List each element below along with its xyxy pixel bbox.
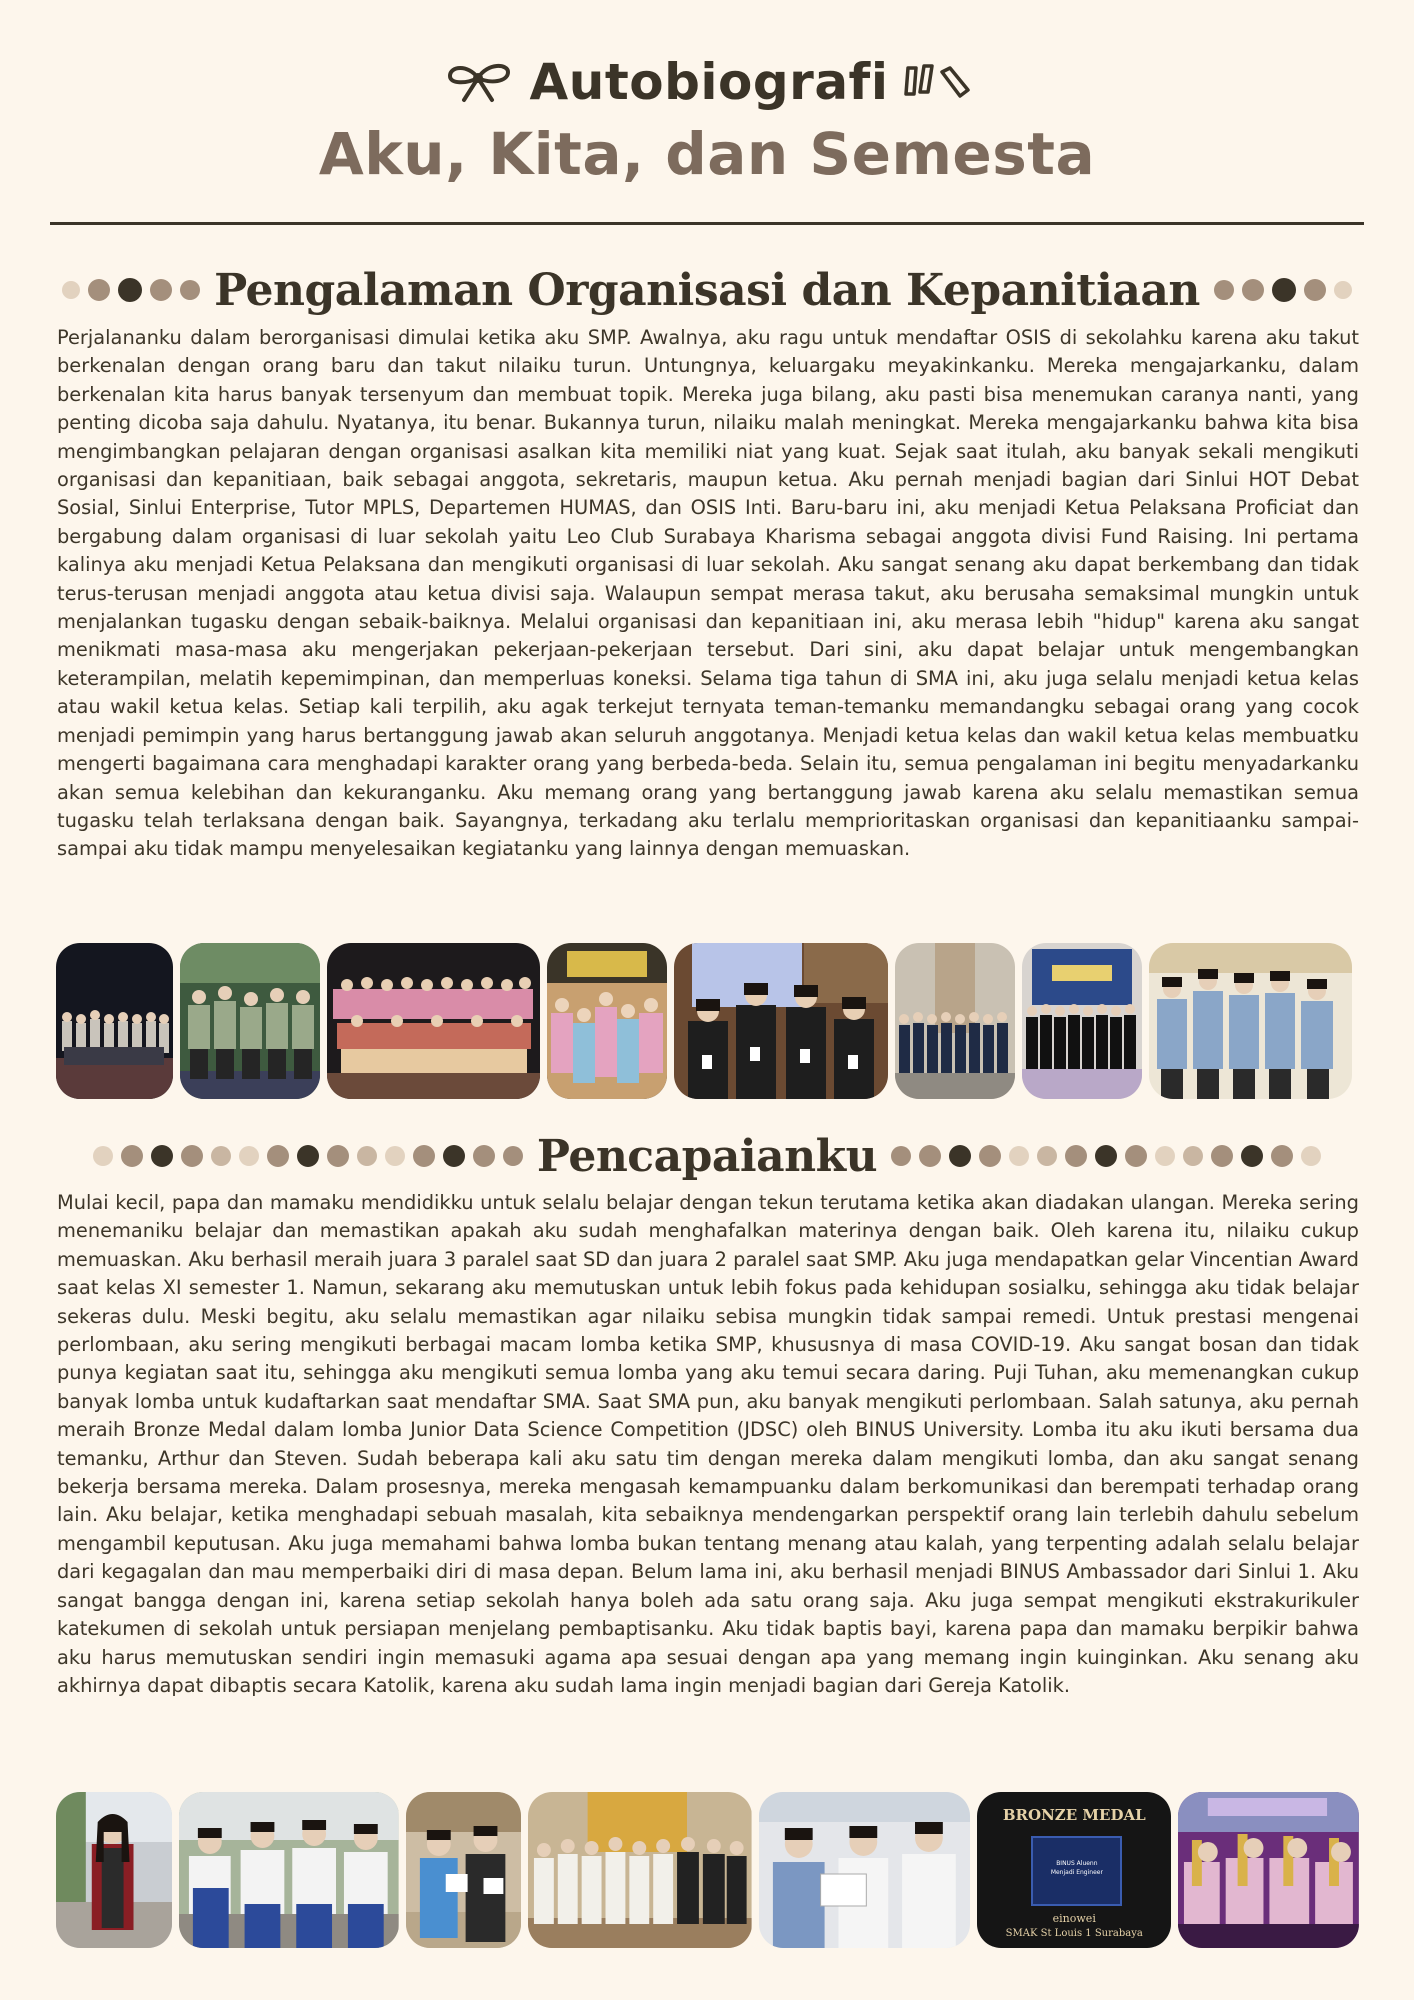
photo-green-shirts (180, 943, 320, 1099)
bronze-medal-card (977, 1792, 1171, 1948)
section-title: Pengalaman Organisasi dan Kepanitiaan (214, 264, 1200, 316)
page-title: Autobiografi (529, 53, 889, 111)
section-heading-organisasi (50, 260, 1364, 320)
winner-school: SMAK St Louis 1 Surabaya (1005, 1928, 1143, 1939)
section-heading-pencapaian (50, 1126, 1364, 1186)
certificate-line1: BINUS Aluenn (1056, 1860, 1098, 1867)
sparkle-lines-icon (902, 58, 972, 106)
section-body: Mulai kecil, papa dan mamaku mendidikku untuk selalu belajar dengan tekun terutama ketika akan diadakan ulangan. Mereka sering menemaniku belajar dan memastikan apakah aku sudah menghafalkan materinya dengan baik. Oleh karena itu, nilaiku cukup memuaskan. Aku berhasil meraih juara 3 paralel saat SD dan juara 2 paralel saat SMP. Aku juga mendapatkan gelar Vincentian Award saat kelas XI semester 1. Namun, sekarang aku memutuskan untuk lebih fokus pada kehidupan sosialku, sehingga aku tidak belajar sekeras dulu. Meski begitu, aku selalu memastikan agar nilaiku sebisa mungkin tidak sampai remedi. Untuk prestasi mengenai perlombaan, aku sering mengikuti berbagai macam lomba ketika SMP, khususnya di masa COVID-19. Aku sangat bosan dan tidak punya kegiatan saat itu, sehingga aku mengikuti semua lomba yang aku temui secara daring. Puji Tuhan, aku memenangkan cukup banyak lomba untuk kudaftarkan saat mendaftar SMA. Saat SMA pun, aku banyak mengikuti perlombaan. Salah satunya, aku pernah meraih Bronze Medal dalam lomba Junior Data Science Competition (JDSC) oleh BINUS University. Lomba itu aku ikuti bersama dua temanku, Arthur dan Steven. Sudah beberapa kali aku satu tim dengan mereka dalam mengikuti lomba, dan aku sangat senang bekerja bersama mereka. Dalam prosesnya, mereka mengasah kemampuanku dalam berkomunikasi dan berempati terhadap orang lain. Aku belajar, ketika menghadapi sebuah masalah, kita sebaiknya mendengarkan perspektif orang lain terlebih dahulu sebelum mengambil keputusan. Aku juga memahami bahwa lomba bukan tentang menang atau kalah, yang terpenting adalah selalu belajar dari kegagalan dan mau memperbaiki diri di masa depan. Belum lama ini, aku berhasil menjadi BINUS Ambassador dari Sinlui 1. Aku sangat bangga dengan ini, karena setiap sekolah hanya boleh ada satu orang saja. Aku juga sempat mengikuti ekstrakurikuler katekumen di sekolah untuk persiapan menjelang pembaptisanku. Aku tidak baptis bayi, karena papa dan mamaku berpikir bahwa aku harus memutuskan sendiri ingin memasuki agama apa sesuai dengan apa yang memang ingin kuinginkan. Aku senang aku akhirnya dapat dibaptis secara Katolik, karena aku sudah lama ingin menjadi bagian dari Gereja Katolik. (57, 1191, 1359, 1697)
section-body: Perjalananku dalam berorganisasi dimulai ketika aku SMP. Awalnya, aku ragu untuk mendaftar OSIS di sekolahku karena aku takut berkenalan dengan orang baru dan takut nilaiku turun. Untungnya, keluargaku meyakinkanku. Mereka mengajarkanku, dalam berkenalan kita harus banyak tersenyum dan membuat topik. Mereka juga bilang, aku pasti bisa menemukan caranya nanti, yang penting dicoba saja dahulu. Nyatanya, itu benar. Bukannya turun, nilaiku malah meningkat. Mereka mengajarkanku bahwa kita bisa mengimbangkan pelajaran dengan organisasi asalkan kita memiliki niat yang kuat. Sejak saat itulah, aku banyak sekali mengikuti organisasi dan kepanitiaan, baik sebagai anggota, sekretaris, maupun ketua. Aku pernah menjadi bagian dari Sinlui HOT Debat Sosial, Sinlui Enterprise, Tutor MPLS, Departemen HUMAS, dan OSIS Inti. Baru-baru ini, aku menjadi Ketua Pelaksana Proficiat dan bergabung dalam organisasi di luar sekolah yaitu Leo Club Surabaya Kharisma sebagai anggota divisi Fund Raising. Ini pertama kalinya aku menjadi Ketua Pelaksana dan mengikuti organisasi di luar sekolah. Aku sangat senang aku dapat berkembang dan tidak terus-terusan menjadi anggota atau ketua divisi saja. Walaupun sempat merasa takut, aku berusaha semaksimal mungkin untuk menjalankan tugasku dengan sebaik-baiknya. Melalui organisasi dan kepanitiaan ini, aku merasa lebih "hidup" karena aku sangat menikmati masa-masa aku mengerjakan pekerjaan-pekerjaan tersebut. Dari sini, aku dapat belajar untuk mengembangkan keterampilan, melatih kepemimpinan, dan memperluas koneksi. Selama tiga tahun di SMA ini, aku juga selalu menjadi ketua kelas atau wakil ketua kelas. Setiap kali terpilih, aku agak terkejut ternyata teman-temanku memandangku sebagai orang yang cocok menjadi pemimpin yang harus bertanggung jawab akan seluruh anggotanya. Menjadi ketua kelas dan wakil ketua kelas membuatku mengerti bagaimana cara menghadapi karakter orang yang berbeda-beda. Selain itu, semua pengalaman ini begitu menyadarkanku akan semua kelebihan dan kekuranganku. Aku memang orang yang bertanggung jawab karena aku selalu memastikan semua tugasku telah terlaksana dengan baik. Sayangnya, terkadang aku terlalu memprioritaskan organisasi dan kepanitiaanku sampai-sampai aku tidak mampu menyelesaikan kegiatanku yang lainnya dengan memuaskan. (57, 326, 1359, 861)
decorative-dots-left (93, 1145, 523, 1167)
certificate-line2: Menjadi Engineer (1050, 1869, 1103, 1876)
photo-costume-party (547, 943, 667, 1099)
photo-stage-blue-screen (1022, 943, 1142, 1099)
photo-trophy-girls (1178, 1792, 1359, 1948)
photo-night-group (56, 943, 173, 1099)
photo-stage-four-girls (674, 943, 888, 1099)
section-title: Pencapaianku (536, 1130, 878, 1182)
bronze-medal-title: BRONZE MEDAL (1002, 1806, 1146, 1824)
title-row (0, 48, 1414, 116)
photo-navy-lineup (895, 943, 1015, 1099)
page-subtitle: Aku, Kita, dan Semesta (318, 120, 1096, 188)
photo-blue-batik-group (1149, 943, 1352, 1099)
photo-strip-pencapaian (56, 1792, 1359, 1948)
certificate-screen (1031, 1836, 1122, 1906)
decorative-dots-right (891, 1145, 1321, 1167)
ribbon-icon (442, 60, 516, 104)
photo-strip-organisasi (56, 943, 1359, 1099)
header-divider (50, 222, 1364, 225)
winner-name: einowei (1052, 1912, 1096, 1925)
photo-two-girls-certificate (406, 1792, 521, 1948)
photo-three-students-certificate (759, 1792, 971, 1948)
page-header (0, 48, 1414, 188)
photo-baptism-group (528, 1792, 752, 1948)
photo-four-students-uniform (179, 1792, 399, 1948)
photo-girl-red-cardigan (56, 1792, 172, 1948)
photo-large-group-pink (327, 943, 540, 1099)
decorative-dots-left (62, 278, 200, 302)
decorative-dots-right (1214, 278, 1352, 302)
